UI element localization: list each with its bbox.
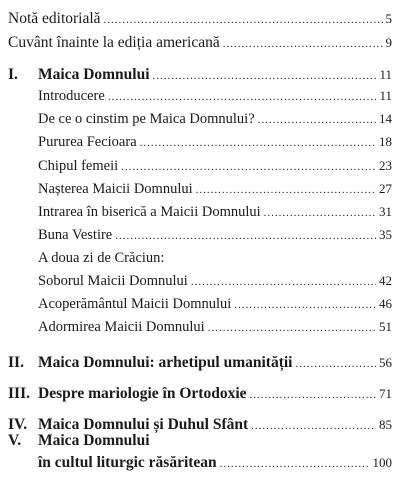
dot-leader bbox=[121, 161, 376, 173]
dot-leader bbox=[258, 114, 376, 126]
toc-entry bbox=[38, 204, 392, 221]
dot-leader bbox=[264, 207, 376, 219]
toc-section-5-line2 bbox=[38, 454, 392, 472]
toc-entry bbox=[38, 134, 392, 151]
toc-entry-title: Soborul Maicii Domnului bbox=[38, 273, 188, 289]
toc-entry-title: Notă editorială bbox=[8, 10, 101, 27]
dot-leader bbox=[295, 358, 376, 370]
toc-entry-title: De ce o cinstim pe Maica Domnului? bbox=[38, 111, 255, 127]
toc-entry-page: 35 bbox=[379, 227, 392, 242]
dot-leader bbox=[108, 91, 377, 103]
toc-section-title: Maica Domnului bbox=[38, 432, 150, 449]
dot-leader bbox=[191, 276, 376, 288]
dot-leader bbox=[250, 389, 376, 401]
toc-entry-page: 23 bbox=[379, 158, 392, 173]
dot-leader bbox=[140, 137, 376, 149]
toc-entry-title: Pururea Fecioara bbox=[38, 134, 137, 150]
dot-leader bbox=[234, 299, 376, 311]
section-number: II. bbox=[8, 354, 24, 371]
toc-entry-page: 11 bbox=[379, 67, 392, 82]
toc-entry-foreword bbox=[8, 34, 392, 52]
dot-leader bbox=[104, 14, 383, 26]
toc-entry-page: 9 bbox=[385, 35, 392, 50]
toc-section-title: Maica Domnului: arhetipul umanității bbox=[38, 354, 293, 371]
dot-leader bbox=[208, 322, 376, 334]
dot-leader bbox=[115, 230, 376, 242]
toc-entry-title: A doua zi de Crăciun: bbox=[38, 250, 165, 266]
toc-entry bbox=[38, 88, 392, 105]
toc-entry-editorial-note bbox=[8, 10, 392, 28]
toc-section-1 bbox=[38, 66, 392, 84]
toc-entry bbox=[38, 111, 392, 128]
toc-entry-page: 51 bbox=[379, 319, 392, 334]
toc-entry-title: Nașterea Maicii Domnului bbox=[38, 181, 193, 197]
toc-entry-page: 46 bbox=[379, 296, 392, 311]
toc-entry-page: 18 bbox=[379, 134, 392, 149]
toc-entry bbox=[38, 181, 392, 198]
toc-entry-page: 56 bbox=[379, 355, 392, 370]
toc-entry bbox=[38, 319, 392, 336]
toc-entry-title: Cuvânt înainte la ediția americană bbox=[8, 34, 220, 51]
dot-leader bbox=[153, 70, 377, 82]
toc-entry-page: 31 bbox=[379, 204, 392, 219]
dot-leader bbox=[223, 38, 383, 50]
toc-section-title: în cultul liturgic răsăritean bbox=[38, 454, 217, 471]
toc-entry-page: 100 bbox=[372, 455, 392, 470]
toc-section-title: Despre mariologie în Ortodoxie bbox=[38, 385, 247, 402]
toc-entry-title: Introducere bbox=[38, 88, 105, 104]
dot-leader bbox=[220, 458, 370, 470]
section-number: I. bbox=[8, 66, 18, 83]
toc-entry-title: Chipul femeii bbox=[38, 158, 119, 174]
toc-entry bbox=[38, 227, 392, 244]
toc-entry bbox=[38, 158, 392, 175]
section-number: IV. bbox=[8, 416, 28, 433]
toc-entry-page: 42 bbox=[379, 273, 392, 288]
section-number: V. bbox=[8, 432, 22, 449]
dot-leader bbox=[196, 184, 376, 196]
toc-entry-page: 14 bbox=[379, 111, 392, 126]
toc-entry-title: Intrarea în biserică a Maicii Domnului bbox=[38, 204, 261, 220]
toc-section-title: Maica Domnului bbox=[38, 66, 150, 83]
toc-entry-title: Buna Vestire bbox=[38, 227, 113, 243]
toc-entry bbox=[38, 273, 392, 290]
toc-section-title: Maica Domnului și Duhul Sfânt bbox=[38, 416, 249, 433]
toc-entry-page: 11 bbox=[379, 88, 392, 103]
toc-entry bbox=[38, 296, 392, 313]
toc-entry-page: 27 bbox=[379, 181, 392, 196]
toc-section-5-line1 bbox=[38, 432, 392, 450]
dot-leader bbox=[251, 420, 376, 432]
toc-entry-page: 5 bbox=[385, 11, 392, 26]
toc-entry-title: Acoperământul Maicii Domnului bbox=[38, 296, 232, 312]
toc-section-3 bbox=[38, 385, 392, 403]
section-number: III. bbox=[8, 385, 30, 402]
toc-entry-heading bbox=[38, 250, 392, 267]
toc-section-2 bbox=[38, 354, 392, 372]
toc-entry-page: 71 bbox=[379, 386, 392, 401]
toc-entry-page: 85 bbox=[379, 417, 392, 432]
toc-entry-title: Adormirea Maicii Domnului bbox=[38, 319, 205, 335]
